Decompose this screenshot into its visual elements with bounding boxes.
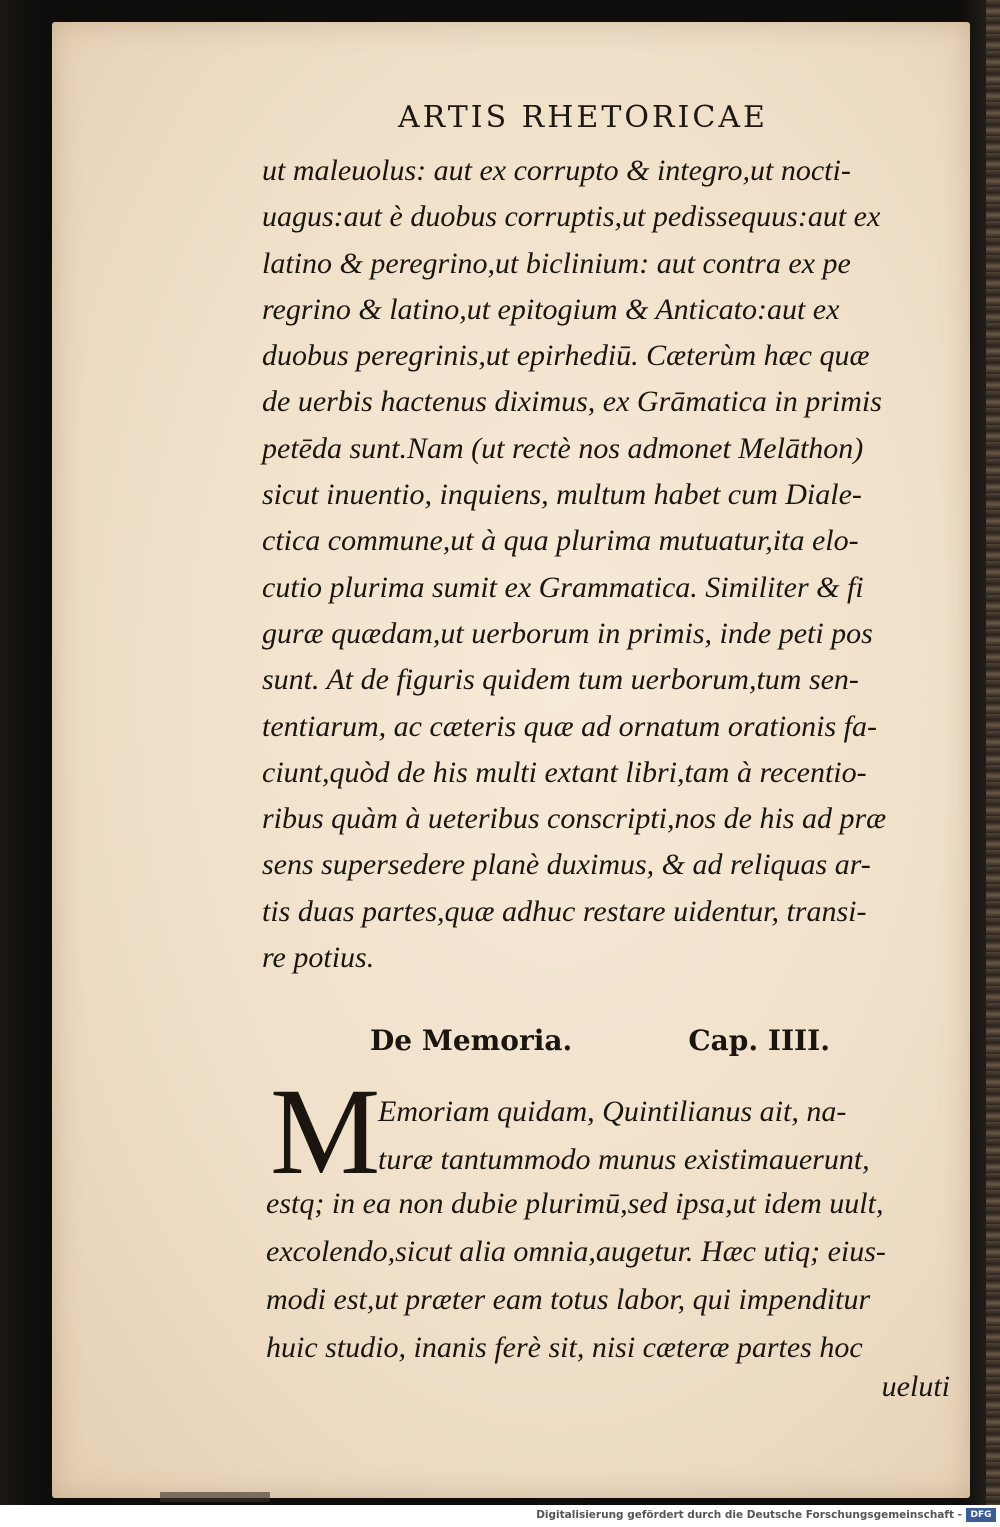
text-line: excolendo,sicut alia omnia,augetur. Hæc utiq; eius- bbox=[266, 1235, 886, 1268]
catchword: ueluti bbox=[881, 1370, 950, 1403]
text-line: ciunt,quòd de his multi extant libri,tam à recentio- bbox=[262, 755, 867, 789]
text-line: ctica commune,ut à qua plurima mutuatur,ita elo- bbox=[262, 524, 859, 558]
text-line: sicut inuentio, inquiens, multum habet cum Diale- bbox=[262, 478, 862, 512]
text-line: latino & peregrino,ut biclinium: aut contra ex pe bbox=[262, 246, 851, 280]
drop-cap: M bbox=[270, 1063, 381, 1200]
text-line: Emoriam quidam, Quintilianus ait, na- bbox=[378, 1095, 847, 1128]
chapter-heading bbox=[370, 1024, 830, 1057]
gutter-shadow bbox=[160, 1492, 270, 1502]
text-line: sunt. At de figuris quidem tum uerborum,tum sen- bbox=[262, 663, 859, 697]
text-line: uagus:aut è duobus corruptis,ut pedissequus:aut ex bbox=[262, 200, 881, 234]
footer-credit: Digitalisierung gefördert durch die Deutsche Forschungsgemeinschaft - bbox=[536, 1509, 962, 1521]
text-line: ut maleuolus: aut ex corrupto & integro,ut nocti- bbox=[262, 154, 851, 187]
text-line: tentiarum, ac cæteris quæ ad ornatum orationis fa- bbox=[262, 709, 877, 743]
dfg-logo: DFG bbox=[966, 1508, 996, 1522]
book-edge bbox=[986, 0, 1000, 1505]
running-head: ARTIS RHETORICAE bbox=[398, 100, 768, 135]
text-line: re potius. bbox=[262, 941, 375, 975]
text-line: cutio plurima sumit ex Grammatica. Similiter & fi bbox=[262, 570, 864, 604]
text-line: tis duas partes,quæ adhuc restare uidentur, transi- bbox=[262, 894, 867, 928]
text-line: petēda sunt.Nam (ut rectè nos admonet Melāthon) bbox=[262, 431, 864, 465]
text-line: turæ tantummodo munus existimauerunt, bbox=[378, 1143, 870, 1176]
chapter-number: Cap. IIII. bbox=[688, 1024, 830, 1057]
chapter-title: De Memoria. bbox=[370, 1024, 573, 1057]
text-line: regrino & latino,ut epitogium & Anticato:aut ex bbox=[262, 292, 840, 326]
text-line: guræ quædam,ut uerborum in primis, inde peti pos bbox=[262, 616, 873, 650]
text-line: de uerbis hactenus diximus, ex Grāmatica in primis bbox=[262, 385, 882, 419]
chapter-body-text bbox=[266, 1180, 966, 1372]
text-line: estq; in ea non dubie plurimū,sed ipsa,ut idem uult, bbox=[266, 1187, 884, 1220]
text-line: huic studio, inanis ferè sit, nisi cæteræ partes hoc bbox=[266, 1331, 863, 1364]
body-text bbox=[262, 148, 974, 981]
text-line: modi est,ut præter eam totus labor, qui impenditur bbox=[266, 1283, 871, 1316]
text-line: duobus peregrinis,ut epirhediū. Cæterùm hæc quæ bbox=[262, 339, 870, 373]
text-line: sens supersedere planè duximus, & ad reliquas ar- bbox=[262, 848, 871, 882]
drop-cap-text bbox=[378, 1088, 968, 1184]
text-line: ribus quàm à ueteribus conscripti,nos de his ad præ bbox=[262, 802, 887, 836]
